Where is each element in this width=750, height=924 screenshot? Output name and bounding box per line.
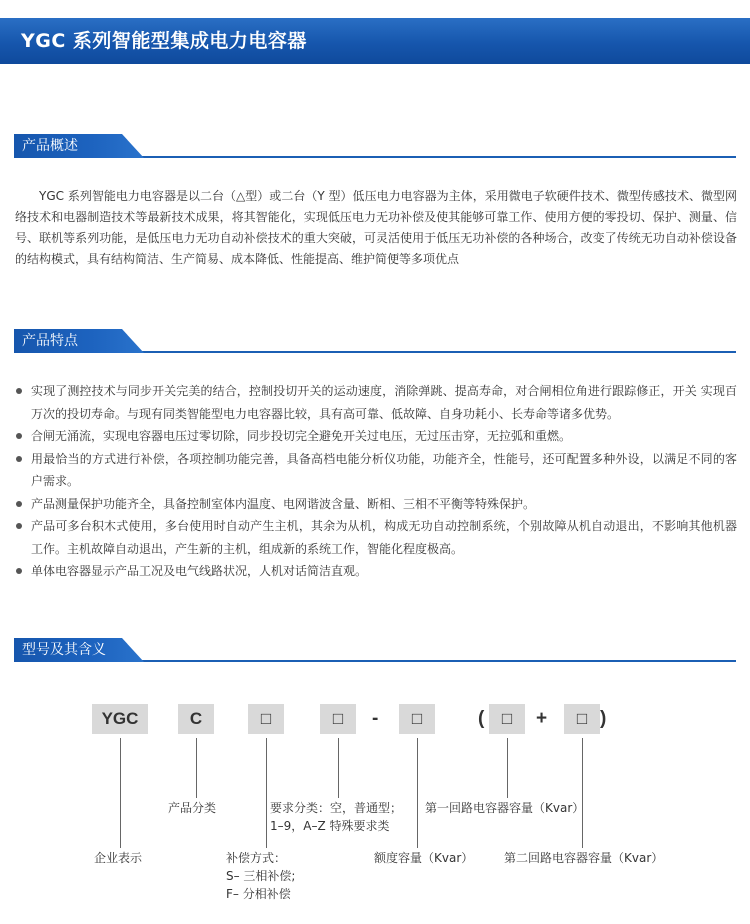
model-close-paren: ) [600,708,607,729]
bullet-icon [16,568,22,574]
label-loop1: 第一回路电容器容量（Kvar） [425,801,585,815]
bullet-icon [16,456,22,462]
label-requirement-1: 要求分类：空，普通型； [270,801,403,815]
overview-section-heading: 产品概述 [22,138,78,154]
label-rated-capacity: 额度容量（Kvar） [374,851,474,865]
model-box-loop2: □ [564,704,600,734]
feature-item: 产品测量保护功能齐全，具备控制室体内温度、电网谐波含量、断相、三相不平衡等特殊保护。 [15,493,737,516]
label-company: 企业表示 [94,851,143,865]
feature-item: 产品可多台积木式使用，多台使用时自动产生主机，其余为从机，构成无功自动控制系统，个别故障从机自动退出，不影响其他机器工作。主机故障自动退出，产生新的主机，组成新的系统工作，智能化程度极高。 [15,515,737,560]
model-section-heading: 型号及其含义 [22,642,106,658]
model-plus: + [536,708,548,729]
connector-company [120,738,121,848]
feature-item: 用最恰当的方式进行补偿，各项控制功能完善，具备高档电能分析仪功能，功能齐全，性能号，还可配置多种外设，以满足不同的客户需求。 [15,448,737,493]
feature-item: 单体电容器显示产品工况及电气线路状况，人机对话简洁直观。 [15,560,737,583]
connector-compensation [266,738,267,848]
model-box-requirement: □ [320,704,356,734]
model-box-rated-capacity: □ [399,704,435,734]
bullet-icon [16,433,22,439]
bullet-icon [16,523,22,529]
label-category: 产品分类 [168,801,217,815]
page-title: YGC 系列智能型集成电力电容器 [21,30,307,52]
feature-item: 合闸无涌流，实现电容器电压过零切除，同步投切完全避免开关过电压，无过压击穿，无拉弧和重燃。 [15,425,737,448]
features-list [15,380,737,583]
features-section-heading: 产品特点 [22,333,78,349]
model-dash: - [372,708,379,729]
overview-paragraph: YGC 系列智能电力电容器是以二台（△型）或二台（Y 型）低压电力电容器为主体，采用微电子软硬件技术、微型传感技术、微型网络技术和电器制造技术等最新技术成果，将其智能化，实现低压电力无功补偿及使其能够可靠工作、使用方便的零投切、保护、测量、信号、联机等系列功能，是低压电力无功自动补偿技术的重大突破，可灵活使用于低压无功补偿的各种场合，改变了传统无功自动补偿设备的结构模式，具有结构简洁、生产简易、成本降低、性能提高、维护简便等多项优点 [15,189,737,266]
feature-item: 实现了测控技术与同步开关完美的结合，控制投切开关的运动速度，消除弹跳、提高寿命，对合闸相位角进行跟踪修正，开关 实现百万次的投切寿命。与现有同类智能型电力电容器比较，具有高可靠、低故障、自身功耗小、长寿命等诸多优势。 [15,380,737,425]
bullet-icon [16,388,22,394]
model-open-paren: ( [478,708,485,729]
label-compensation-f: F– 分相补偿 [226,887,291,901]
connector-requirement [338,738,339,798]
bullet-icon [16,501,22,507]
model-box-loop1: □ [489,704,525,734]
label-requirement-2: 1–9，A–Z 特殊要求类 [270,819,390,833]
label-compensation-s: S– 三相补偿; [226,869,296,883]
connector-rated-capacity [417,738,418,848]
model-box-c: C [178,704,214,734]
connector-loop2 [582,738,583,848]
label-loop2: 第二回路电容器容量（Kvar） [504,851,664,865]
connector-category [196,738,197,798]
model-box-ygc: YGC [92,704,148,734]
label-compensation-title: 补偿方式： [226,851,287,865]
connector-loop1 [507,738,508,798]
model-box-compensation: □ [248,704,284,734]
